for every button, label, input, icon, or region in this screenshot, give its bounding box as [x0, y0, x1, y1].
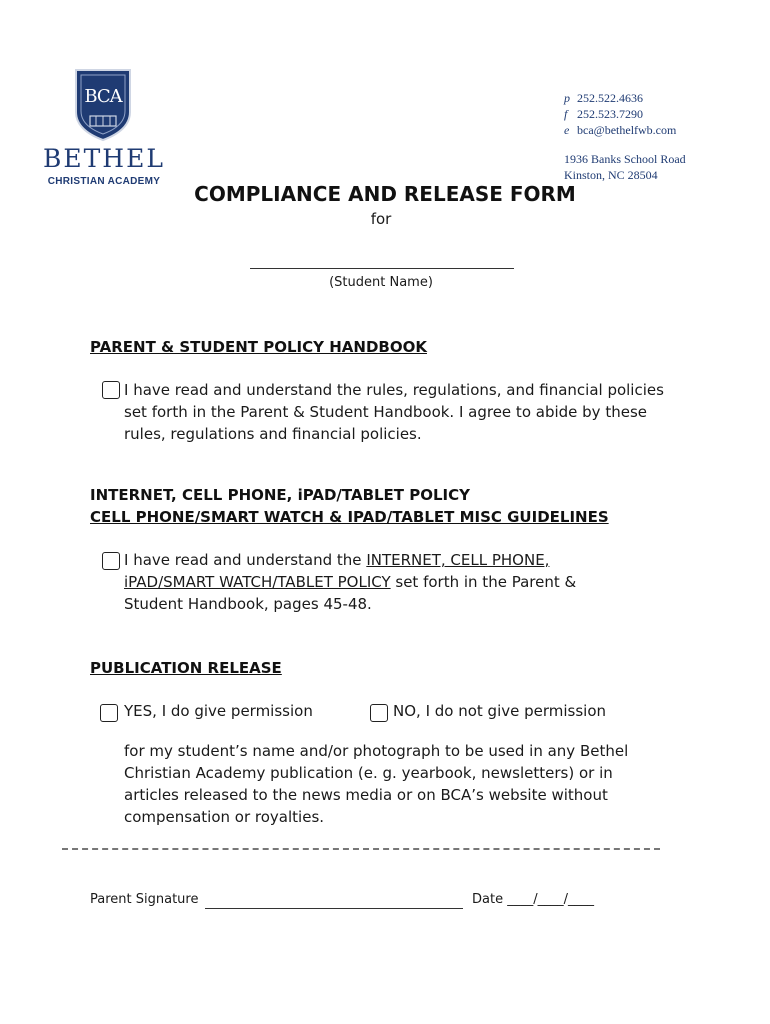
internet-statement — [124, 549, 684, 615]
phone-line — [564, 90, 686, 106]
phone-label: p — [564, 91, 570, 105]
yes-permission-label: YES, I do give permission — [124, 702, 313, 720]
phone-number: 252.522.4636 — [577, 91, 643, 105]
address-line-1: 1936 Banks School Road — [564, 152, 686, 166]
student-name-field[interactable] — [250, 256, 514, 269]
no-permission-label: NO, I do not give permission — [393, 702, 607, 720]
logo-name: BETHEL — [43, 144, 165, 173]
student-name-label: (Student Name) — [329, 275, 433, 290]
internet-heading-2: CELL PHONE/SMART WATCH & IPAD/TABLET MISC GUIDELINES — [90, 508, 609, 526]
fax-number: 252.523.7290 — [577, 107, 643, 121]
internet-line-1-text: I have read and understand the — [124, 551, 367, 569]
yes-permission-checkbox[interactable] — [100, 704, 118, 722]
publication-line-2: Christian Academy publication (e. g. yearbook, newsletters) or in — [124, 764, 613, 782]
handbook-line-1: I have read and understand the rules, regulations, and financial policies — [124, 381, 664, 399]
fax-line — [564, 106, 686, 122]
handbook-line-2: set forth in the Parent & Student Handbook. I agree to abide by these — [124, 403, 647, 421]
internet-line-1 — [124, 549, 684, 571]
publication-statement — [124, 740, 684, 828]
email-label: e — [564, 123, 570, 137]
publication-line-4: compensation or royalties. — [124, 808, 325, 826]
handbook-statement — [124, 379, 684, 445]
internet-policy-link-1: INTERNET, CELL PHONE, — [366, 551, 550, 569]
address-line-2: Kinston, NC 28504 — [564, 168, 658, 182]
internet-policy-link-2: iPAD/SMART WATCH/TABLET POLICY — [124, 573, 391, 591]
internet-checkbox[interactable] — [102, 552, 120, 570]
for-text: for — [370, 210, 392, 228]
logo-subtitle: CHRISTIAN ACADEMY — [47, 176, 161, 187]
contact-info — [564, 90, 686, 183]
fax-label: f — [564, 107, 568, 121]
internet-line-2 — [124, 571, 684, 593]
email-address: bca@bethelfwb.com — [577, 123, 677, 137]
internet-line-2-text: set forth in the Parent & — [390, 573, 577, 591]
no-permission-checkbox[interactable] — [370, 704, 388, 722]
publication-line-1: for my student’s name and/or photograph to be used in any Bethel — [124, 742, 629, 760]
parent-signature-label: Parent Signature — [90, 892, 199, 907]
publication-line-3: articles released to the news media or on BCA’s website without — [124, 786, 608, 804]
internet-line-3: Student Handbook, pages 45-48. — [124, 595, 372, 613]
form-title: COMPLIANCE AND RELEASE FORM — [194, 182, 576, 206]
parent-signature-field[interactable] — [205, 894, 463, 909]
date-field[interactable] — [472, 892, 594, 907]
date-blank: ____/____/____ — [507, 892, 594, 907]
date-label: Date — [472, 892, 504, 907]
email-line — [564, 122, 686, 138]
logo-monogram: BCA — [84, 86, 122, 107]
handbook-checkbox[interactable] — [102, 381, 120, 399]
internet-heading-1: INTERNET, CELL PHONE, iPAD/TABLET POLICY — [90, 486, 471, 504]
handbook-line-3: rules, regulations and financial policies. — [124, 425, 422, 443]
handbook-heading: PARENT & STUDENT POLICY HANDBOOK — [90, 338, 427, 356]
publication-heading: PUBLICATION RELEASE — [90, 659, 282, 677]
dashed-divider — [62, 848, 660, 850]
